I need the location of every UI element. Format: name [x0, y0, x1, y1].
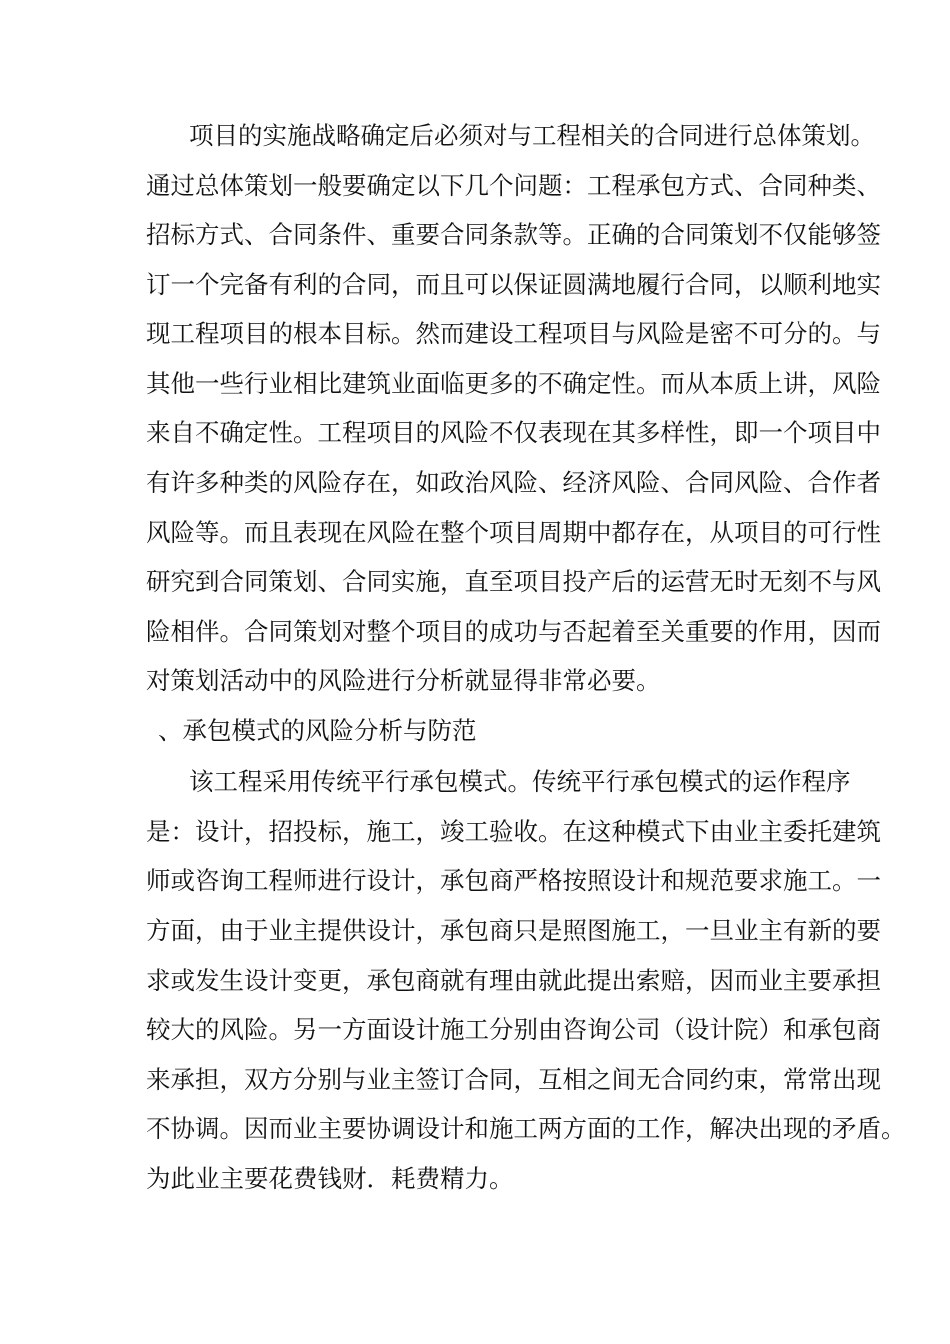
paragraph-1-line-12: 对策划活动中的风险进行分析就显得非常必要。	[146, 666, 661, 695]
paragraph-2-line-6: 较大的风险。另一方面设计施工分别由咨询公司（设计院）和承包商	[146, 1015, 881, 1044]
paragraph-2-line-2: 是：设计，招投标，施工，竣工验收。在这种模式下由业主委托建筑	[146, 817, 881, 846]
paragraph-2-line-9: 为此业主要花费钱财．耗费精力。	[146, 1164, 514, 1193]
paragraph-1-line-4: 订一个完备有利的合同，而且可以保证圆满地履行合同，以顺利地实	[146, 270, 881, 299]
paragraph-2-line-1: 该工程采用传统平行承包模式。传统平行承包模式的运作程序	[189, 767, 851, 796]
paragraph-1-line-3: 招标方式、合同条件、重要合同条款等。正确的合同策划不仅能够签	[146, 220, 881, 249]
paragraph-2-line-8: 不协调。因而业主要协调设计和施工两方面的工作，解决出现的矛盾。	[146, 1114, 906, 1143]
paragraph-1-line-8: 有许多种类的风险存在，如政治风险、经济风险、合同风险、合作者	[146, 468, 881, 497]
paragraph-1-line-11: 险相伴。合同策划对整个项目的成功与否起着至关重要的作用，因而	[146, 617, 881, 646]
paragraph-2-line-4: 方面，由于业主提供设计，承包商只是照图施工，一旦业主有新的要	[146, 916, 881, 945]
section-heading: 、承包模式的风险分析与防范	[158, 716, 477, 745]
paragraph-1-line-9: 风险等。而且表现在风险在整个项目周期中都存在，从项目的可行性	[146, 518, 881, 547]
paragraph-2-line-7: 来承担，双方分别与业主签订合同，互相之间无合同约束，常常出现	[146, 1065, 881, 1094]
paragraph-2-line-5: 求或发生设计变更，承包商就有理由就此提出索赔，因而业主要承担	[146, 966, 881, 995]
paragraph-1-line-5: 现工程项目的根本目标。然而建设工程项目与风险是密不可分的。与	[146, 319, 881, 348]
paragraph-1-line-6: 其他一些行业相比建筑业面临更多的不确定性。而从本质上讲，风险	[146, 369, 881, 398]
paragraph-1-line-1: 项目的实施战略确定后必须对与工程相关的合同进行总体策划。	[189, 121, 875, 150]
paragraph-1-line-7: 来自不确定性。工程项目的风险不仅表现在其多样性，即一个项目中	[146, 418, 881, 447]
paragraph-1-line-10: 研究到合同策划、合同实施，直至项目投产后的运营无时无刻不与风	[146, 567, 881, 596]
paragraph-1-line-2: 通过总体策划一般要确定以下几个问题：工程承包方式、合同种类、	[146, 171, 881, 200]
paragraph-2-line-3: 师或咨询工程师进行设计，承包商严格按照设计和规范要求施工。一	[146, 866, 881, 895]
